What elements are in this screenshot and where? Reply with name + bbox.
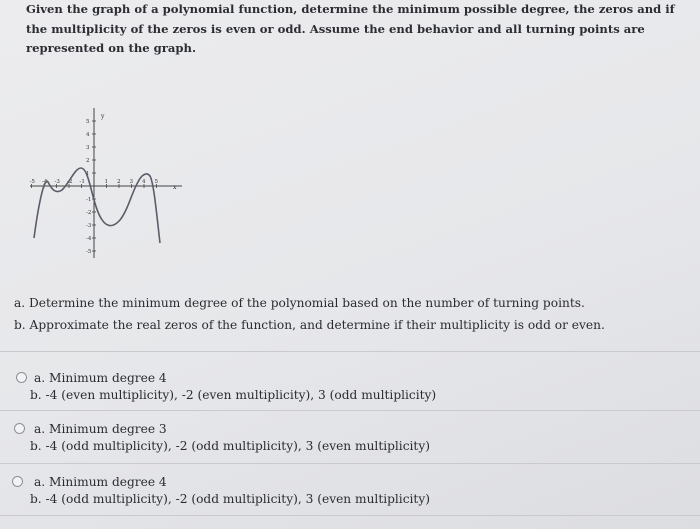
option-line-b: b. -4 (even multiplicity), -2 (even multiplicity), 3 (odd multiplicity) bbox=[30, 388, 437, 402]
y-tick-label: 3 bbox=[86, 145, 90, 151]
x-tick-label: 4 bbox=[142, 179, 146, 185]
option-line-a: a. Minimum degree 4 bbox=[34, 475, 167, 489]
x-axis-label: x bbox=[173, 184, 177, 191]
x-tick-label: -4 bbox=[42, 179, 48, 185]
divider bbox=[0, 463, 700, 464]
graph-svg bbox=[26, 98, 186, 266]
y-tick-label: -1 bbox=[86, 197, 92, 203]
y-tick-label: 5 bbox=[86, 119, 90, 125]
x-tick-label: -1 bbox=[79, 179, 85, 185]
y-tick-label: 2 bbox=[86, 158, 90, 164]
divider bbox=[0, 410, 700, 411]
y-tick-label: -5 bbox=[86, 249, 92, 255]
divider bbox=[0, 515, 700, 516]
x-tick-label: 5 bbox=[154, 179, 158, 185]
radio-button[interactable] bbox=[14, 423, 25, 434]
option-line-b: b. -4 (odd multiplicity), -2 (odd multiplicity), 3 (even multiplicity) bbox=[30, 439, 430, 453]
x-tick-label: 1 bbox=[104, 179, 108, 185]
option-line-b: b. -4 (odd multiplicity), -2 (odd multiplicity), 3 (even multiplicity) bbox=[30, 492, 430, 506]
y-axis-label: y bbox=[101, 113, 105, 120]
radio-button[interactable] bbox=[16, 372, 27, 383]
question-text: Given the graph of a polynomial function, determine the minimum possible degree, the zeros and if the multiplicity of the zeros is even or odd. Assume the end behavior and all turning points are represented on the graph. bbox=[26, 2, 675, 55]
radio-button[interactable] bbox=[12, 476, 23, 487]
x-tick-label: 3 bbox=[129, 179, 133, 185]
y-tick-label: 1 bbox=[86, 171, 90, 177]
x-tick-label: -3 bbox=[54, 179, 60, 185]
x-tick-label: 2 bbox=[117, 179, 121, 185]
y-tick-label: -2 bbox=[86, 210, 92, 216]
y-tick-label: 4 bbox=[86, 132, 90, 138]
part-b-text: b. Approximate the real zeros of the function, and determine if their multiplicity is odd or even. bbox=[14, 318, 605, 332]
polynomial-graph bbox=[26, 98, 186, 266]
y-tick-label: -3 bbox=[86, 223, 92, 229]
x-tick-label: -5 bbox=[29, 179, 35, 185]
option-line-a: a. Minimum degree 3 bbox=[34, 422, 167, 436]
divider bbox=[0, 351, 700, 352]
part-a-text: a. Determine the minimum degree of the polynomial based on the number of turning points. bbox=[14, 296, 585, 310]
option-line-a: a. Minimum degree 4 bbox=[34, 371, 167, 385]
question-parts bbox=[14, 292, 684, 336]
x-tick-label: -2 bbox=[67, 179, 73, 185]
y-tick-label: -4 bbox=[86, 236, 92, 242]
